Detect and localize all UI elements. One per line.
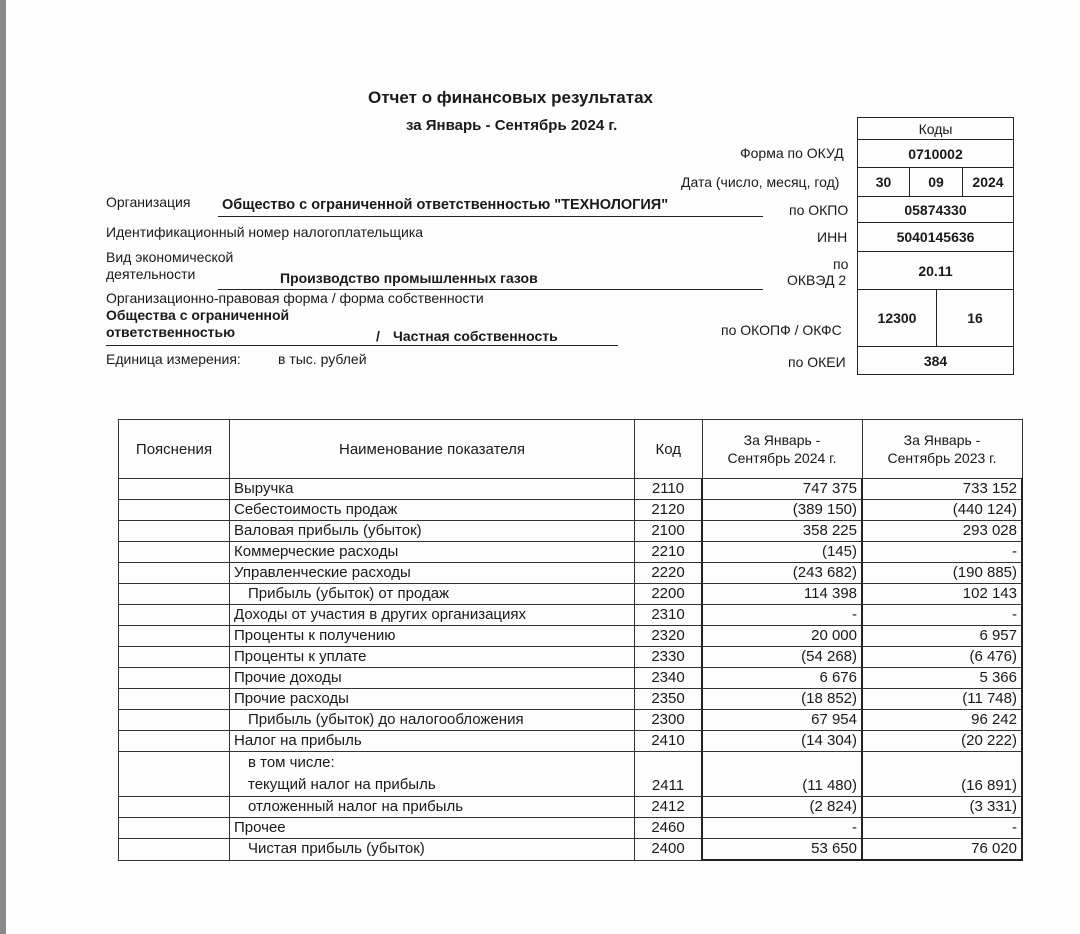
row-name: Прочее: [230, 818, 635, 839]
row-name: Прибыль (убыток) от продаж: [230, 584, 635, 605]
row-code: 2210: [635, 542, 703, 563]
table-row: [119, 710, 1023, 731]
okopf-label: по ОКОПФ / ОКФС: [721, 322, 842, 338]
row-current: (14 304): [702, 731, 862, 752]
table-header-row: [119, 420, 1023, 479]
okved-label-1: по: [833, 256, 849, 272]
ownership-value: Частная собственность: [393, 328, 558, 344]
row-previous: -: [862, 542, 1022, 563]
row-current: 67 954: [702, 710, 862, 731]
table-row: [119, 479, 1023, 500]
header-explanations: Пояснения: [119, 420, 230, 479]
row-code: 2330: [635, 647, 703, 668]
table-row: [119, 647, 1023, 668]
row-code: 2411: [635, 752, 703, 797]
row-previous: 5 366: [862, 668, 1022, 689]
row-current: 53 650: [702, 839, 862, 861]
activity-label-2: деятельности: [106, 266, 196, 282]
row-code: 2100: [635, 521, 703, 542]
okfs-value: 16: [936, 289, 1014, 347]
row-name: Проценты к получению: [230, 626, 635, 647]
row-name: Налог на прибыль: [230, 731, 635, 752]
org-label: Организация: [106, 194, 191, 210]
table-row: [119, 521, 1023, 542]
table-row: [119, 542, 1023, 563]
row-current: 747 375: [702, 479, 862, 500]
row-previous: 102 143: [862, 584, 1022, 605]
header-code: Код: [635, 420, 703, 479]
report-title: Отчет о финансовых результатах: [368, 88, 653, 107]
date-month: 09: [909, 167, 963, 197]
row-previous: (11 748): [862, 689, 1022, 710]
unit-value: в тыс. рублей: [278, 351, 367, 367]
row-previous: 76 020: [862, 839, 1022, 861]
row-name: Доходы от участия в других организациях: [230, 605, 635, 626]
row-previous: (20 222): [862, 731, 1022, 752]
row-current: -: [702, 605, 862, 626]
row-code: 2200: [635, 584, 703, 605]
row-name: Чистая прибыль (убыток): [230, 839, 635, 861]
row-previous: (6 476): [862, 647, 1022, 668]
table-row: [119, 818, 1023, 839]
row-name: Управленческие расходы: [230, 563, 635, 584]
okpo-value: 05874330: [857, 196, 1014, 223]
date-label: Дата (число, месяц, год): [681, 174, 840, 190]
okved-value: 20.11: [857, 251, 1014, 290]
financial-results-table: [118, 419, 1023, 861]
row-name: Коммерческие расходы: [230, 542, 635, 563]
row-code: 2120: [635, 500, 703, 521]
table-row: [119, 563, 1023, 584]
row-code: 2400: [635, 839, 703, 861]
row-code: 2310: [635, 605, 703, 626]
okei-label: по ОКЕИ: [788, 354, 846, 370]
row-name: Прочие расходы: [230, 689, 635, 710]
row-current: 358 225: [702, 521, 862, 542]
row-previous: (16 891): [862, 752, 1022, 797]
okud-value: 0710002: [857, 139, 1014, 168]
row-code: 2412: [635, 797, 703, 818]
form-value-1: Общества с ограниченной: [106, 307, 290, 323]
table-row: [119, 689, 1023, 710]
inn-value: 5040145636: [857, 222, 1014, 252]
okei-value: 384: [857, 346, 1014, 375]
okopf-value: 12300: [857, 289, 937, 347]
row-previous: -: [862, 605, 1022, 626]
org-name: Общество с ограниченной ответственностью "ТЕХНОЛОГИЯ": [222, 197, 669, 213]
row-current: (145): [702, 542, 862, 563]
row-code: 2460: [635, 818, 703, 839]
activity-value: Производство промышленных газов: [280, 270, 538, 286]
activity-label-1: Вид экономической: [106, 249, 234, 265]
okpo-label: по ОКПО: [789, 202, 849, 218]
row-code: 2350: [635, 689, 703, 710]
row-name: Валовая прибыль (убыток): [230, 521, 635, 542]
row-code: 2410: [635, 731, 703, 752]
date-year: 2024: [962, 167, 1014, 197]
row-code: 2110: [635, 479, 703, 500]
row-previous: 6 957: [862, 626, 1022, 647]
table-row: [119, 500, 1023, 521]
row-current: -: [702, 818, 862, 839]
row-name: отложенный налог на прибыль: [230, 797, 635, 818]
table-row: [119, 626, 1023, 647]
row-current: 6 676: [702, 668, 862, 689]
row-current: (389 150): [702, 500, 862, 521]
row-current: (18 852): [702, 689, 862, 710]
okud-label: Форма по ОКУД: [740, 145, 844, 161]
row-previous: 733 152: [862, 479, 1022, 500]
row-current: 20 000: [702, 626, 862, 647]
codes-box: [857, 117, 1014, 375]
table-row: [119, 752, 1023, 797]
form-label: Организационно-правовая форма / форма собственности: [106, 290, 484, 306]
row-name: Выручка: [230, 479, 635, 500]
okved-label-2: ОКВЭД 2: [787, 272, 847, 288]
row-current: (2 824): [702, 797, 862, 818]
form-value-2: ответственностью: [106, 324, 236, 340]
document-page: [6, 0, 1080, 934]
form-slash: /: [376, 328, 380, 344]
row-name: Проценты к уплате: [230, 647, 635, 668]
header-previous-period: За Январь - Сентябрь 2023 г.: [862, 420, 1022, 479]
row-previous: (3 331): [862, 797, 1022, 818]
header-current-period: За Январь - Сентябрь 2024 г.: [702, 420, 862, 479]
date-day: 30: [857, 167, 910, 197]
row-previous: -: [862, 818, 1022, 839]
table-row: [119, 584, 1023, 605]
row-previous: 293 028: [862, 521, 1022, 542]
row-previous: (440 124): [862, 500, 1022, 521]
table-row: [119, 797, 1023, 818]
table-row: [119, 605, 1023, 626]
report-period: за Январь - Сентябрь 2024 г.: [406, 117, 618, 134]
inn-label: Идентификационный номер налогоплательщика: [106, 224, 424, 240]
row-current: (243 682): [702, 563, 862, 584]
codes-heading: Коды: [857, 117, 1014, 140]
row-name: в том числе: текущий налог на прибыль: [230, 752, 635, 797]
inn-code-label: ИНН: [817, 229, 848, 245]
row-previous: 96 242: [862, 710, 1022, 731]
row-code: 2320: [635, 626, 703, 647]
row-name: Прибыль (убыток) до налогообложения: [230, 710, 635, 731]
table-row: [119, 839, 1023, 861]
row-name: Прочие доходы: [230, 668, 635, 689]
row-previous: (190 885): [862, 563, 1022, 584]
row-current: 114 398: [702, 584, 862, 605]
row-code: 2220: [635, 563, 703, 584]
row-current: (54 268): [702, 647, 862, 668]
table-row: [119, 731, 1023, 752]
row-code: 2340: [635, 668, 703, 689]
row-current: (11 480): [702, 752, 862, 797]
row-code: 2300: [635, 710, 703, 731]
table-row: [119, 668, 1023, 689]
header-indicator-name: Наименование показателя: [230, 420, 635, 479]
row-name: Себестоимость продаж: [230, 500, 635, 521]
unit-label: Единица измерения:: [106, 351, 241, 367]
